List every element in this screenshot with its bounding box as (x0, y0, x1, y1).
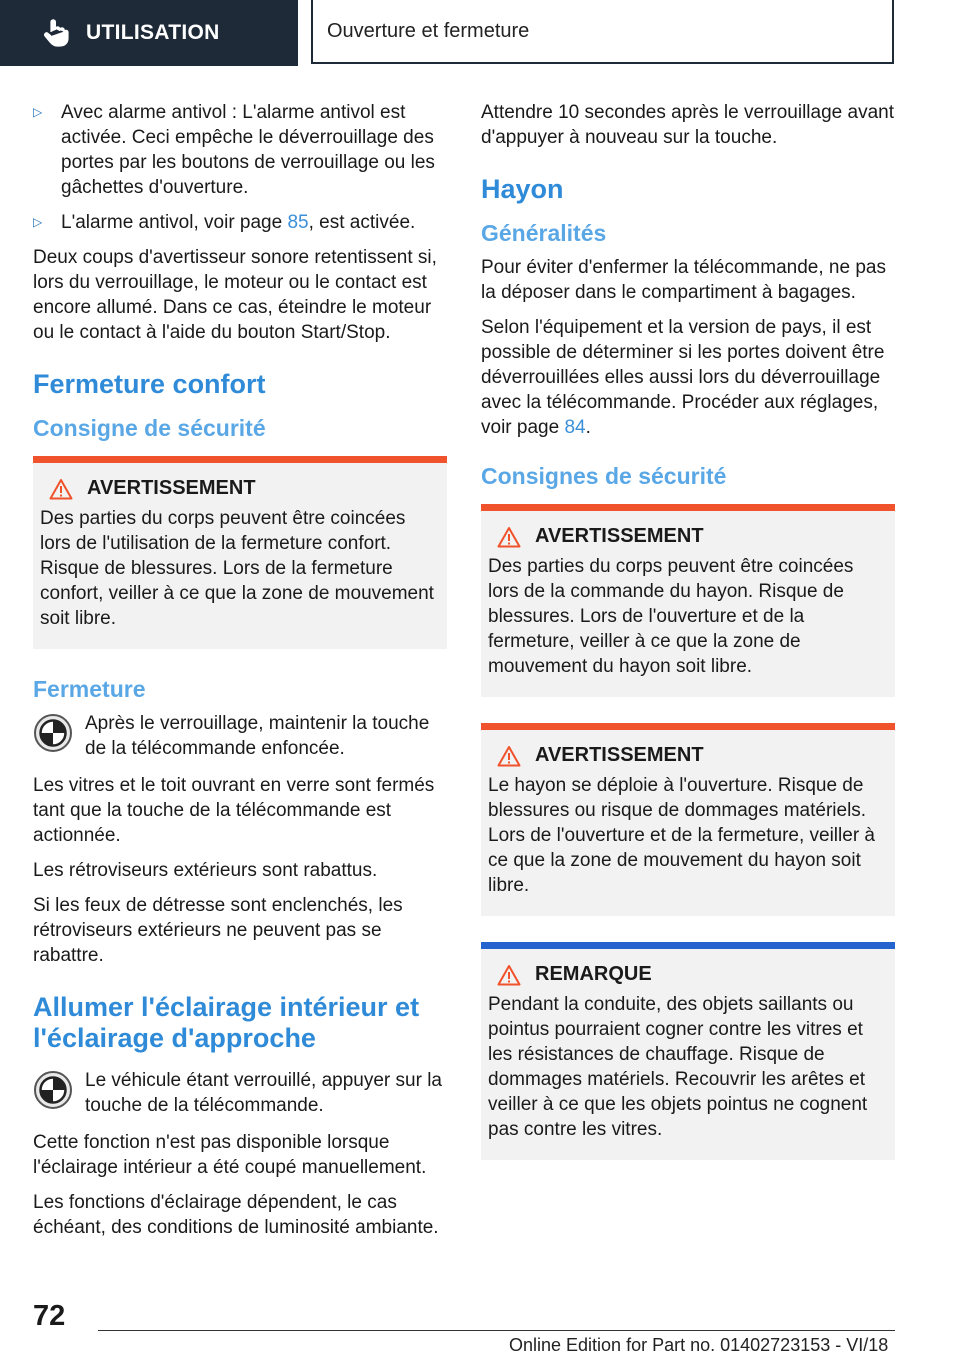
bullet-text (61, 210, 415, 235)
heading-hayon: Hayon (481, 174, 564, 204)
bullet-text-end: , est activée. (308, 212, 416, 233)
warning-title: AVERTISSEMENT (87, 477, 256, 499)
paragraph-selon-text: Selon l'équipement et la version de pays, il est possible de déterminer si les portes doivent être déverrouillées elles aussi lors du déverrouillage avec la télécommande. Procéder aux réglages, voir page (481, 317, 885, 438)
paragraph-fonction: Cette fonction n'est pas disponible lorsque l'éclairage intérieur a été coupé manuellement. (33, 1132, 427, 1178)
footer-divider (98, 1330, 895, 1331)
section-label: UTILISATION (86, 21, 220, 44)
paragraph-retroviseurs: Les rétroviseurs extérieurs sont rabattus. (33, 860, 378, 881)
bullet-text-start: L'alarme antivol, voir page (61, 212, 288, 233)
key-instruction (33, 711, 447, 761)
subheading-generalites: Généralités (481, 220, 607, 246)
warning-box (481, 723, 895, 916)
paragraph-selon (481, 315, 895, 440)
paragraph-eviter: Pour éviter d'enfermer la télécommande, ne pas la déposer dans le compartiment à bagages. (481, 257, 886, 303)
heading-fermeture-confort: Fermeture confort (33, 369, 266, 399)
warning-title-row (488, 525, 888, 548)
heading-eclairage: Allumer l'éclairage intérieur et l'éclairage d'approche (33, 992, 420, 1053)
warning-text: Des parties du corps peuvent être coincées lors de la commande du hayon. Risque de blessures. Lors de l'ouverture et de la fermeture, veiller à ce que la zone de mouvement du hayon soit libre. (488, 556, 854, 677)
warning-triangle-icon (49, 478, 73, 500)
bullet-text: Avec alarme antivol : L'alarme antivol est activée. Ceci empêche le déverrouillage des portes par les boutons de verrouillage ou les gâchettes d'ouverture. (61, 102, 435, 198)
warning-triangle-icon (497, 745, 521, 767)
bmw-key-fob-icon (33, 1070, 73, 1110)
page-link[interactable]: 85 (287, 212, 309, 233)
key-instruction (33, 1068, 447, 1118)
note-title-row (488, 963, 888, 986)
paragraph-feux: Si les feux de détresse sont enclenchés, les rétroviseurs extérieurs ne peuvent pas se rabattre. (33, 895, 403, 966)
footer-edition: Online Edition for Part no. 01402723153 - VI/18 (509, 1335, 889, 1355)
left-column (33, 100, 447, 1250)
note-box (481, 942, 895, 1160)
bullet-triangle-icon: ▷ (33, 215, 43, 229)
paragraph-fonctions: Les fonctions d'éclairage dépendent, le cas échéant, des conditions de luminosité ambiante. (33, 1192, 439, 1238)
subheading-fermeture: Fermeture (33, 676, 146, 702)
paragraph-horn: Deux coups d'avertisseur sonore retentissent si, lors du verrouillage, le moteur ou le contact est encore allumé. Dans ce cas, éteindre le moteur ou le contact à l'aide du bouton Start/Stop. (33, 247, 437, 343)
warning-triangle-icon (497, 526, 521, 548)
warning-title: AVERTISSEMENT (535, 744, 704, 766)
page-number: 72 (33, 1300, 66, 1332)
subheading-consigne: Consigne de sécurité (33, 415, 266, 441)
warning-title-row (488, 744, 888, 767)
paragraph-attendre: Attendre 10 secondes après le verrouillage avant d'appuyer à nouveau sur la touche. (481, 102, 894, 148)
list-item (33, 210, 447, 235)
key-instruction-text: Après le verrouillage, maintenir la touche de la télécommande enfoncée. (85, 713, 430, 759)
note-text: Pendant la conduite, des objets saillants ou pointus pourraient cogner contre les vitres et les résistances de chauffage. Risque de dommages matériels. Recouvrir les arêtes et veiller à ce que les objets pointus ne cognent pas contre les vitres. (488, 994, 868, 1140)
section-tab (0, 0, 298, 66)
paragraph-vitres: Les vitres et le toit ouvrant en verre sont fermés tant que la touche de la télécommande est actionnée. (33, 775, 435, 846)
hand-pointer-icon (38, 15, 74, 51)
warning-title: AVERTISSEMENT (535, 525, 704, 547)
subheading-consignes: Consignes de sécurité (481, 463, 727, 489)
chapter-title: Ouverture et fermeture (311, 0, 894, 64)
paragraph-selon-end: . (585, 417, 591, 438)
warning-text: Des parties du corps peuvent être coincées lors de l'utilisation de la fermeture confort. Risque de blessures. Lors de la fermeture confort, veiller à ce que la zone de mouvement soit libre. (40, 508, 434, 629)
warning-box (481, 504, 895, 697)
bullet-triangle-icon: ▷ (33, 105, 43, 119)
right-column (481, 100, 895, 1186)
key-instruction-text: Le véhicule étant verrouillé, appuyer sur la touche de la télécommande. (85, 1070, 442, 1116)
warning-triangle-icon (497, 964, 521, 986)
warning-text: Le hayon se déploie à l'ouverture. Risque de blessures ou risque de dommages matériels. Lors de l'ouverture et de la fermeture, veiller à ce que la zone de mouvement du hayon soit libre. (488, 775, 875, 896)
warning-box (33, 456, 447, 649)
note-title: REMARQUE (535, 963, 652, 985)
bmw-key-fob-icon (33, 713, 73, 753)
list-item (33, 100, 447, 200)
page-link[interactable]: 84 (564, 417, 586, 438)
warning-title-row (40, 477, 440, 500)
